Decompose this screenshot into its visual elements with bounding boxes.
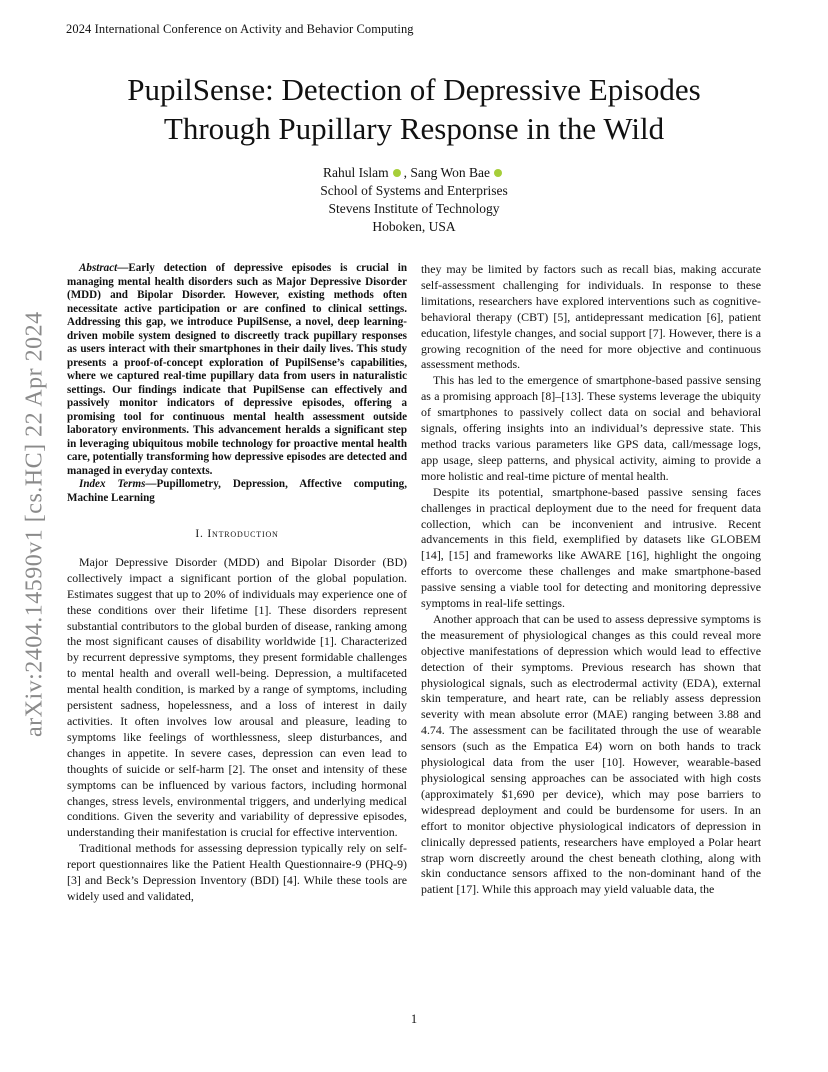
title-line-1: PupilSense: Detection of Depressive Episodes — [127, 72, 701, 107]
section-title: Introduction — [207, 528, 279, 540]
body-paragraph: Another approach that can be used to assess depressive symptoms is the measurement of physiological changes as this could reveal more objective manifestations of depression which would lead to effective detection of their symptoms. Previous research has shown that physiological signals, such as electrodermal activity (EDA), external skin temperature, and heart rate, can be reliably assess depression severity with mean absolute error (MAE) ranging between 3.88 and 4.74. The assessment can be facilitated through the use of wearable sensors (such as the Empatica E4) worn on both hands to track physiological data from the user [10]. However, wearable-based physiological sensing approaches can be associated with high costs (approximately $1,690 per device), which may pose barriers to widespread deployment and could be burdensome for users. In an effort to monitor objective physiological indicators of depression in clinically depressed patients, researchers have employed a Polar heart strap worn discreetly around the chest beneath clothing, along with skin conductance sensors affixed to the non-dominant hand of the patient [17]. While this approach may yield valuable data, the — [421, 611, 761, 897]
orcid-icon[interactable] — [494, 169, 502, 177]
author-block — [0, 164, 828, 236]
author-name: Sang Won Bae — [410, 165, 491, 180]
body-paragraph: This has led to the emergence of smartphone-based passive sensing as a promising approach [8]–[13]. These systems leverage the ubiquity of smartphones to passively collect data on social and behavioral signals, offering insights into an individual’s depressive state. This method tracks various parameters like GPS data, call/message logs, app usage, sleep patterns, and physical activity, aiming to provide a more holistic and real-time picture of mental health. — [421, 373, 761, 483]
body-paragraph: Despite its potential, smartphone-based passive sensing faces challenges in practical deployment due to the need for frequent data collection, which can be inconvenient and intrusive. Recent advancements in this field, exemplified by datasets like GLOBEM [14], [15] and frameworks like AWARE [16], highlight the ongoing efforts to overcome these challenges and make smartphone-based passive sensing a viable tool for detecting and monitoring depressive symptoms in real-life settings. — [421, 484, 761, 611]
body-paragraph: Major Depressive Disorder (MDD) and Bipolar Disorder (BD) collectively impact a significant portion of the global population. Estimates suggest that up to 20% of individuals may experience one of these conditions over their lifetime [1]. These disorders represent substantial contributors to the global burden of disease, ranking among the most significant causes of disability worldwide [1]. Characterized by recurrent depressive symptoms, they present formidable challenges to mental health and overall well-being. Depression, a multifaceted mental health condition, is marked by a range of symptoms, including persistent sadness, hopelessness, and a loss of interest in daily activities. It often involves low arousal and pleasure, leading to symptoms like feelings of worthlessness, sleep disturbances, and changes in appetite. In severe cases, depression can even lead to thoughts of suicide or self-harm [2]. The onset and intensity of these symptoms can be influenced by various factors, including hormonal changes, stress levels, environmental triggers, and underlying medical conditions. Given the severity and variability of depressive episodes, understanding their manifestation is crucial for effective intervention. — [67, 554, 407, 840]
section-heading — [67, 527, 407, 543]
left-column — [67, 262, 407, 905]
abstract-text: —Early detection of depressive episodes is crucial in managing mental health disorders such as Major Depressive Disorder (MDD) and Bipolar Disorder. However, existing methods often necessitate active participation or are confined to clinical settings. Addressing this gap, we introduce PupilSense, a novel, deep learning-driven mobile system designed to discreetly track pupillary responses as users interact with their smartphones in their daily lives. This study presents a proof-of-concept exploration of PupilSense’s capabilities, where we captured real-time pupillary data from users in naturalistic settings. Our findings indicate that PupilSense can effectively and passively monitor indicators of depressive episodes, offering a promising tool for continuous mental health assessment outside laboratory environments. This advancement heralds a significant step in leveraging ubiquitous mobile technology for proactive mental health care, potentially transforming how depressive episodes are detected and managed in everyday contexts. — [67, 262, 407, 477]
arxiv-watermark: arXiv:2404.14590v1 [cs.HC] 22 Apr 2024 — [21, 311, 48, 737]
abstract-label: Abstract — [79, 262, 118, 274]
body-paragraph: Traditional methods for assessing depression typically rely on self-report questionnaires like the Patient Health Questionnaire-9 (PHQ-9) [3] and Beck’s Depression Inventory (BDI) [4]. While these tools are widely used and validated, — [67, 841, 407, 903]
paper-title — [0, 70, 828, 148]
author-separator: , — [403, 165, 407, 180]
author-line — [0, 164, 828, 182]
orcid-icon[interactable] — [393, 169, 401, 177]
author-name: Rahul Islam — [322, 165, 389, 180]
body-paragraph: they may be limited by factors such as recall bias, making accurate self-assessment challenging for individuals. In response to these limitations, researchers have explored interventions such as cognitive-behavioral therapy (CBT) [5], antidepressant medication [6], patient education, lifestyle changes, and social support [7]. However, there is a growing recognition of the need for more objective and continuous assessment methods. — [421, 262, 761, 372]
conference-header: 2024 International Conference on Activity and Behavior Computing — [66, 22, 414, 36]
section-number: I. — [195, 528, 204, 540]
affiliation-school: School of Systems and Enterprises — [320, 183, 508, 198]
index-terms — [67, 478, 407, 505]
right-column — [421, 262, 761, 898]
page-number: 1 — [410, 1012, 418, 1026]
index-terms-label: Index Terms — [79, 478, 146, 490]
affiliation-location: Hoboken, USA — [372, 219, 456, 234]
title-line-2: Through Pupillary Response in the Wild — [163, 111, 665, 146]
abstract — [67, 262, 407, 478]
affiliation-institute: Stevens Institute of Technology — [328, 201, 500, 216]
index-terms-text: —Pupillometry, Depression, Affective computing, Machine Learning — [67, 478, 407, 504]
